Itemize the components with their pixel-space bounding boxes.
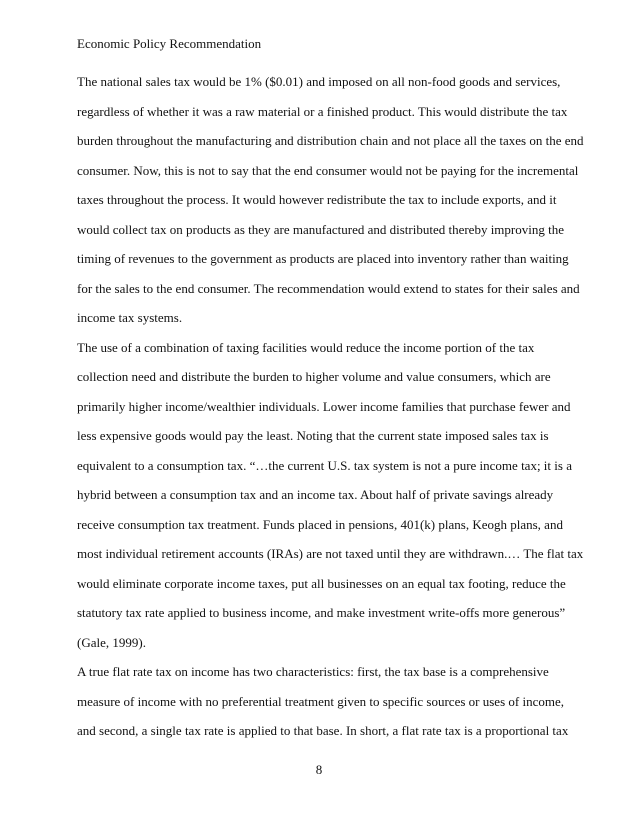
text-line: consumer. Now, this is not to say that the end consumer would not be paying for the incremental	[77, 162, 579, 178]
page-number: 8	[315, 762, 323, 777]
text-line: less expensive goods would pay the least. Noting that the current state imposed sales tax is	[77, 428, 549, 443]
text-line: and second, a single tax rate is applied to that base. In short, a flat rate tax is a proportional tax	[77, 723, 569, 738]
text-line: measure of income with no preferential treatment given to specific sources or uses of income,	[77, 693, 564, 709]
text-line: for the sales to the end consumer. The recommendation would extend to states for their sales and	[77, 280, 580, 296]
text-line: hybrid between a consumption tax and an income tax. About half of private savings already	[77, 487, 554, 502]
text-line: would eliminate corporate income taxes, put all businesses on an equal tax footing, reduce the	[77, 575, 566, 591]
text-line: statutory tax rate applied to business income, and make investment write-offs more generous”	[77, 605, 566, 620]
text-line: income tax systems.	[77, 310, 183, 325]
text-line: most individual retirement accounts (IRAs) are not taxed until they are withdrawn.… The flat tax	[77, 546, 584, 561]
body-text	[77, 73, 584, 752]
text-line: The use of a combination of taxing facilities would reduce the income portion of the tax	[77, 339, 535, 355]
running-head: Economic Policy Recommendation	[77, 36, 262, 51]
text-line: regardless of whether it was a raw material or a finished product. This would distribute the tax	[77, 103, 568, 119]
text-line: burden throughout the manufacturing and distribution chain and not place all the taxes on the end	[77, 133, 584, 148]
text-line: receive consumption tax treatment. Funds placed in pensions, 401(k) plans, Keogh plans, and	[77, 516, 563, 532]
text-line: collection need and distribute the burden to higher volume and value consumers, which are	[77, 369, 551, 384]
text-line: (Gale, 1999).	[77, 634, 146, 650]
text-line: A true flat rate tax on income has two characteristics: first, the tax base is a comprehensive	[77, 664, 549, 679]
text-line: equivalent to a consumption tax. “…the current U.S. tax system is not a pure income tax; it is a	[77, 457, 572, 473]
text-line: The national sales tax would be 1% ($0.01) and imposed on all non-food goods and services,	[77, 74, 561, 89]
text-line: taxes throughout the process. It would however redistribute the tax to include exports, and it	[77, 192, 557, 207]
text-line: primarily higher income/wealthier individuals. Lower income families that purchase fewer and	[77, 398, 571, 414]
text-line: timing of revenues to the government as products are placed into inventory rather than waiting	[77, 251, 569, 266]
text-line: would collect tax on products as they are manufactured and distributed thereby improving the	[77, 221, 564, 237]
